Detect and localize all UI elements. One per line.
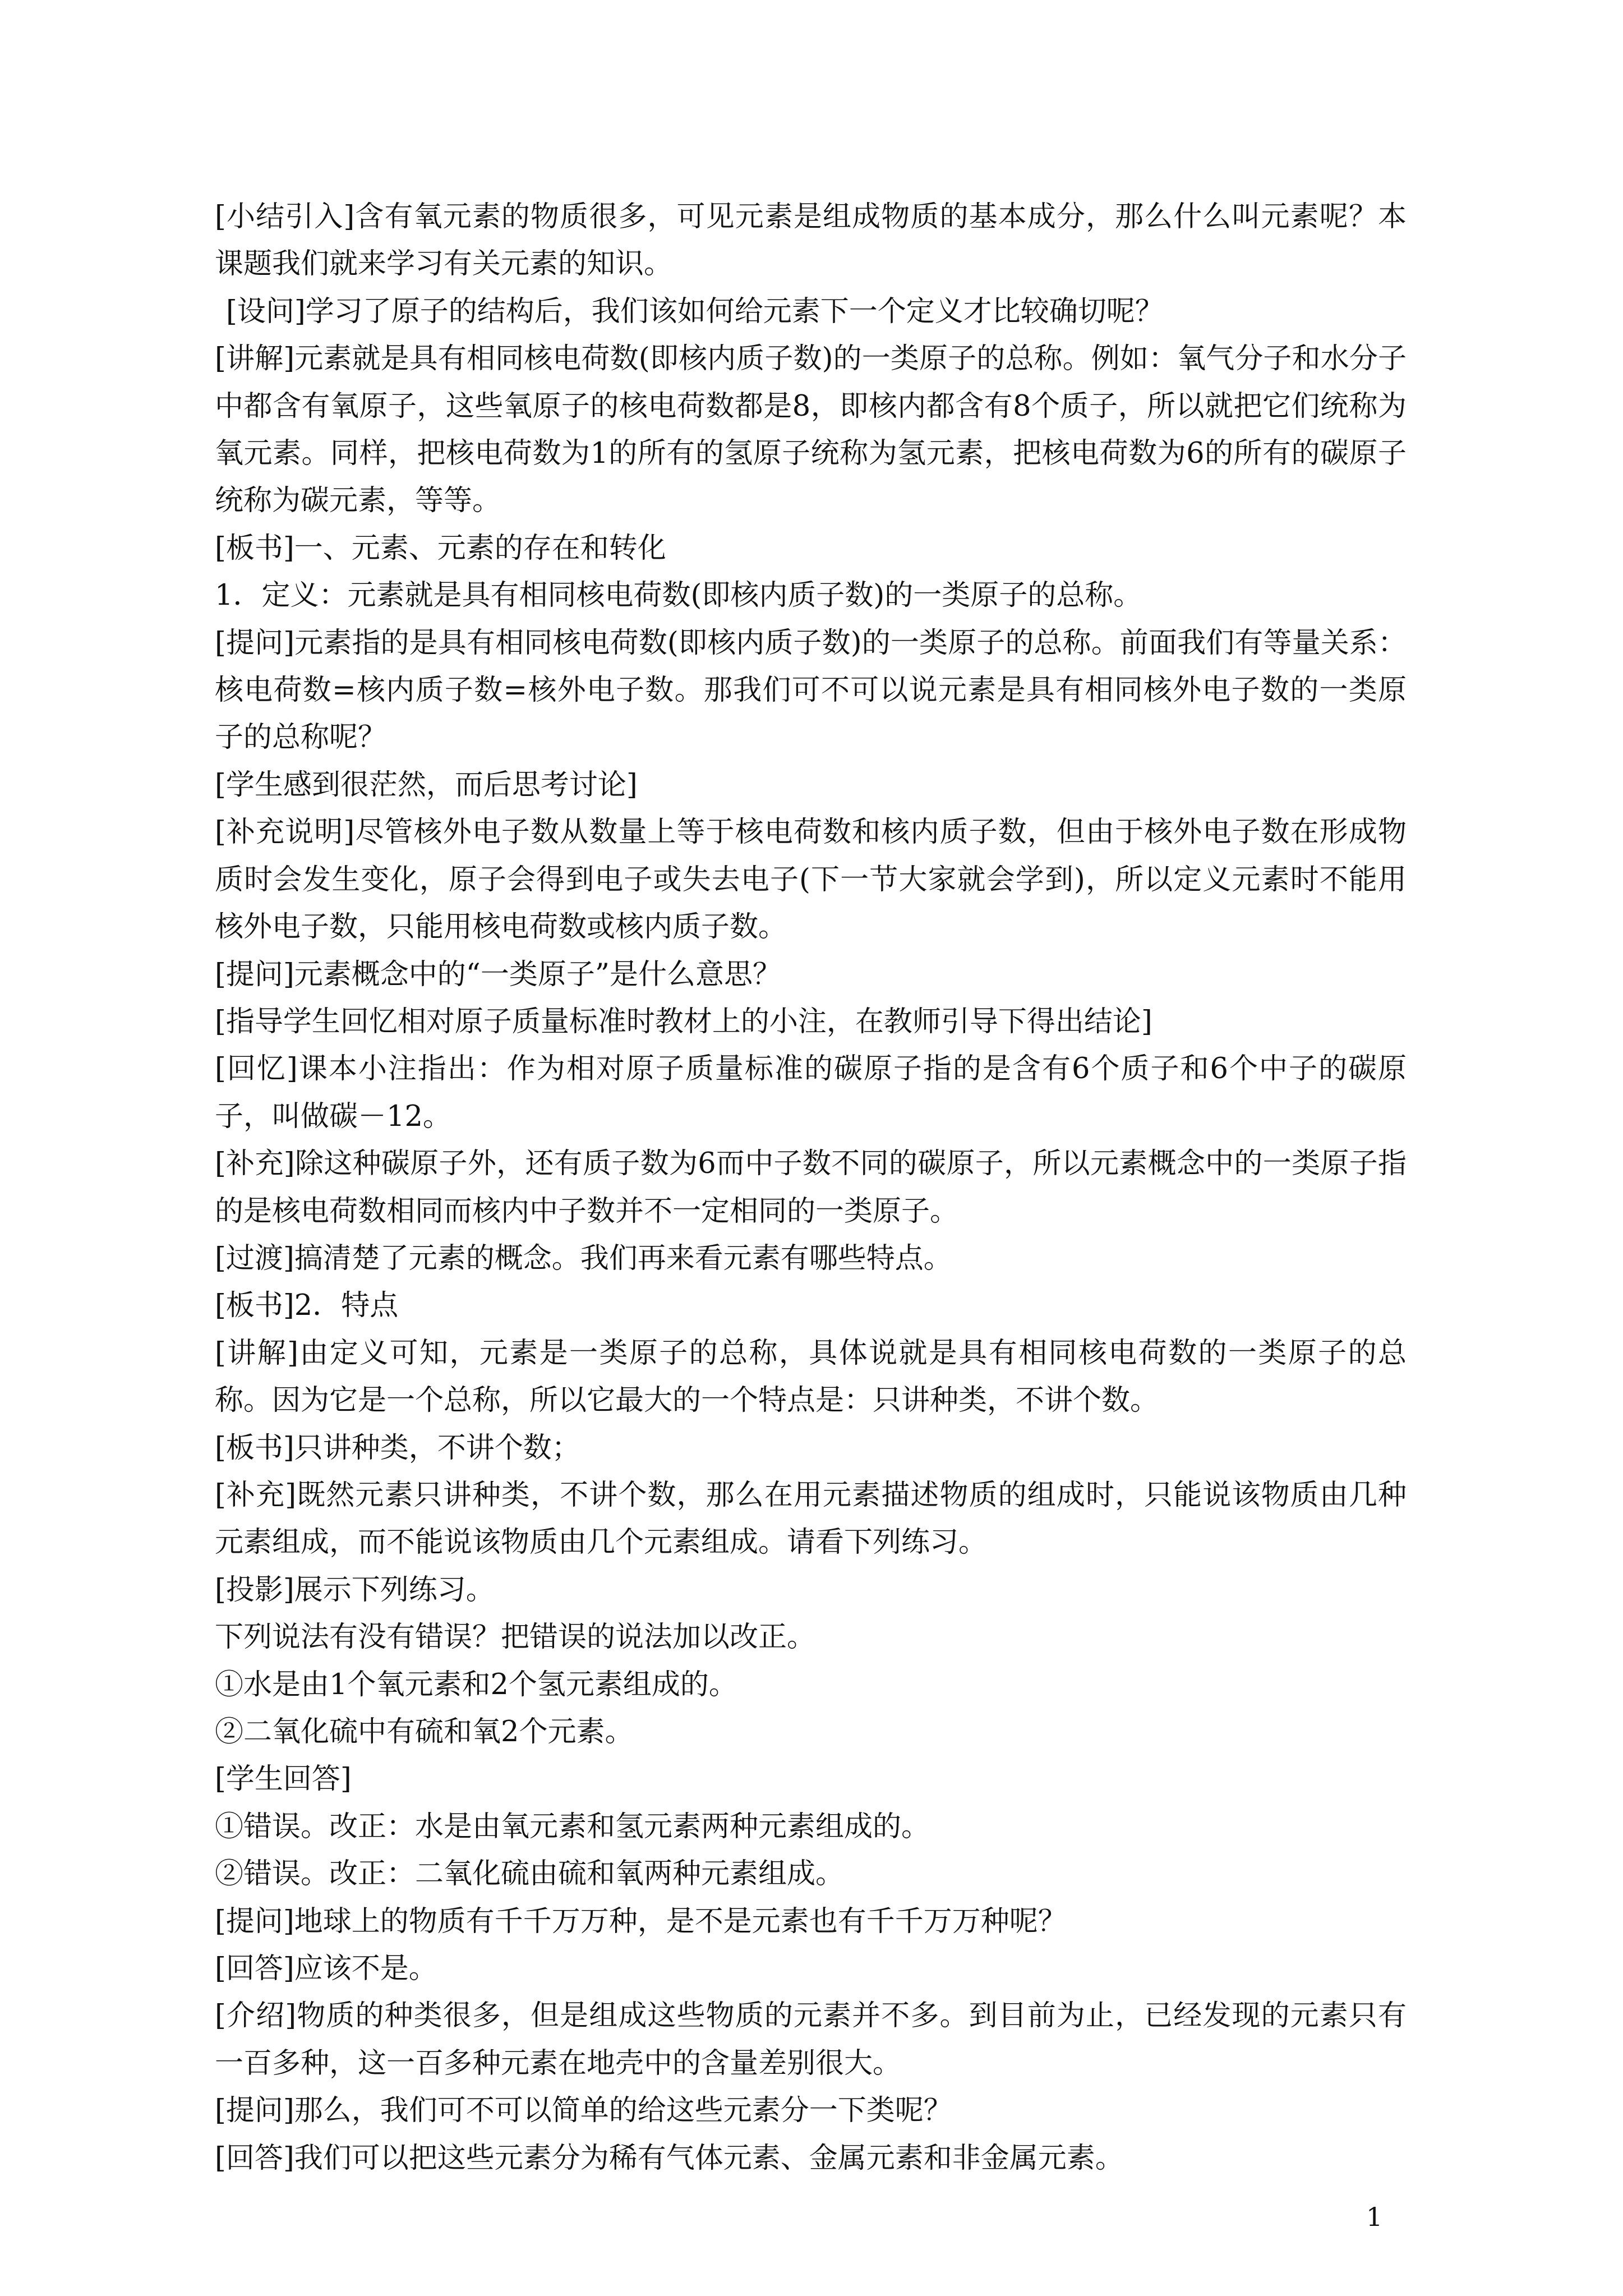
document-body [215,194,1407,2182]
paragraph: [介绍]物质的种类很多，但是组成这些物质的元素并不多。到目前为止，已经发现的元素只有一百多种，这一百多种元素在地壳中的含量差别很大。 [215,1999,1407,2080]
paragraph: [学生感到很茫然，而后思考讨论] [215,768,638,802]
paragraph: [回忆]课本小注指出：作为相对原子质量标准的碳原子指的是含有6个质子和6个中子的碳原子，叫做碳－12。 [215,1052,1407,1133]
paragraph: [过渡]搞清楚了元素的概念。我们再来看元素有哪些特点。 [215,1241,952,1275]
paragraph: [小结引入]含有氧元素的物质很多，可见元素是组成物质的基本成分，那么什么叫元素呢？本课题我们就来学习有关元素的知识。 [215,200,1407,281]
paragraph: [设问]学习了原子的结构后，我们该如何给元素下一个定义才比较确切呢？ [226,295,1164,328]
paragraph: [学生回答] [215,1763,352,1796]
paragraph: ①错误。改正：水是由氧元素和氢元素两种元素组成的。 [215,1810,930,1843]
paragraph: [提问]元素指的是具有相同核电荷数(即核内质子数)的一类原子的总称。前面我们有等量关系：核电荷数=核内质子数=核外电子数。那我们可不可以说元素是具有相同核外电子数的一类原子的总称呢？ [215,626,1407,754]
paragraph: [板书]一、元素、元素的存在和转化 [215,531,666,565]
paragraph: [补充说明]尽管核外电子数从数量上等于核电荷数和核内质子数，但由于核外电子数在形成物质时会发生变化，原子会得到电子或失去电子(下一节大家就会学到)，所以定义元素时不能用核外电子数，只能用核电荷数或核内质子数。 [215,816,1407,944]
page-number: 1 [1366,2202,1383,2232]
paragraph: [补充]既然元素只讲种类，不讲个数，那么在用元素描述物质的组成时，只能说该物质由几种元素组成，而不能说该物质由几个元素组成。请看下列练习。 [215,1478,1407,1559]
paragraph: [补充]除这种碳原子外，还有质子数为6而中子数不同的碳原子，所以元素概念中的一类原子指的是核电荷数相同而核内中子数并不一定相同的一类原子。 [215,1147,1407,1228]
paragraph: [提问]那么，我们可不可以简单的给这些元素分一下类呢？ [215,2094,952,2128]
paragraph: [板书]只讲种类，不讲个数； [215,1431,580,1465]
paragraph: [回答]应该不是。 [215,1952,437,1986]
paragraph: [板书]2．特点 [215,1289,399,1323]
paragraph: ②错误。改正：二氧化硫由硫和氧两种元素组成。 [215,1857,845,1891]
paragraph: [回答]我们可以把这些元素分为稀有气体元素、金属元素和非金属元素。 [215,2141,1124,2175]
paragraph: [提问]地球上的物质有千千万万种，是不是元素也有千千万万种呢？ [215,1904,1067,1938]
paragraph: [提问]元素概念中的“一类原子”是什么意思？ [215,958,781,991]
paragraph: 下列说法有没有错误？把错误的说法加以改正。 [215,1621,816,1654]
paragraph: ②二氧化硫中有硫和氧2个元素。 [215,1715,634,1749]
paragraph: [投影]展示下列练习。 [215,1573,495,1607]
paragraph: [指导学生回忆相对原子质量标准时教材上的小注，在教师引导下得出结论] [215,1005,1152,1038]
paragraph: [讲解]由定义可知，元素是一类原子的总称，具体说就是具有相同核电荷数的一类原子的总称。因为它是一个总称，所以它最大的一个特点是：只讲种类，不讲个数。 [215,1336,1407,1418]
paragraph: [讲解]元素就是具有相同核电荷数(即核内质子数)的一类原子的总称。例如：氧气分子和水分子中都含有氧原子，这些氧原子的核电荷数都是8，即核内都含有8个质子，所以就把它们统称为氧元素。同样，把核电荷数为1的所有的氢原子统称为氢元素，把核电荷数为6的所有的碳原子统称为碳元素，等等。 [215,342,1407,518]
paragraph: ①水是由1个氧元素和2个氢元素组成的。 [215,1668,737,1701]
paragraph: 1．定义：元素就是具有相同核电荷数(即核内质子数)的一类原子的总称。 [215,579,1142,613]
